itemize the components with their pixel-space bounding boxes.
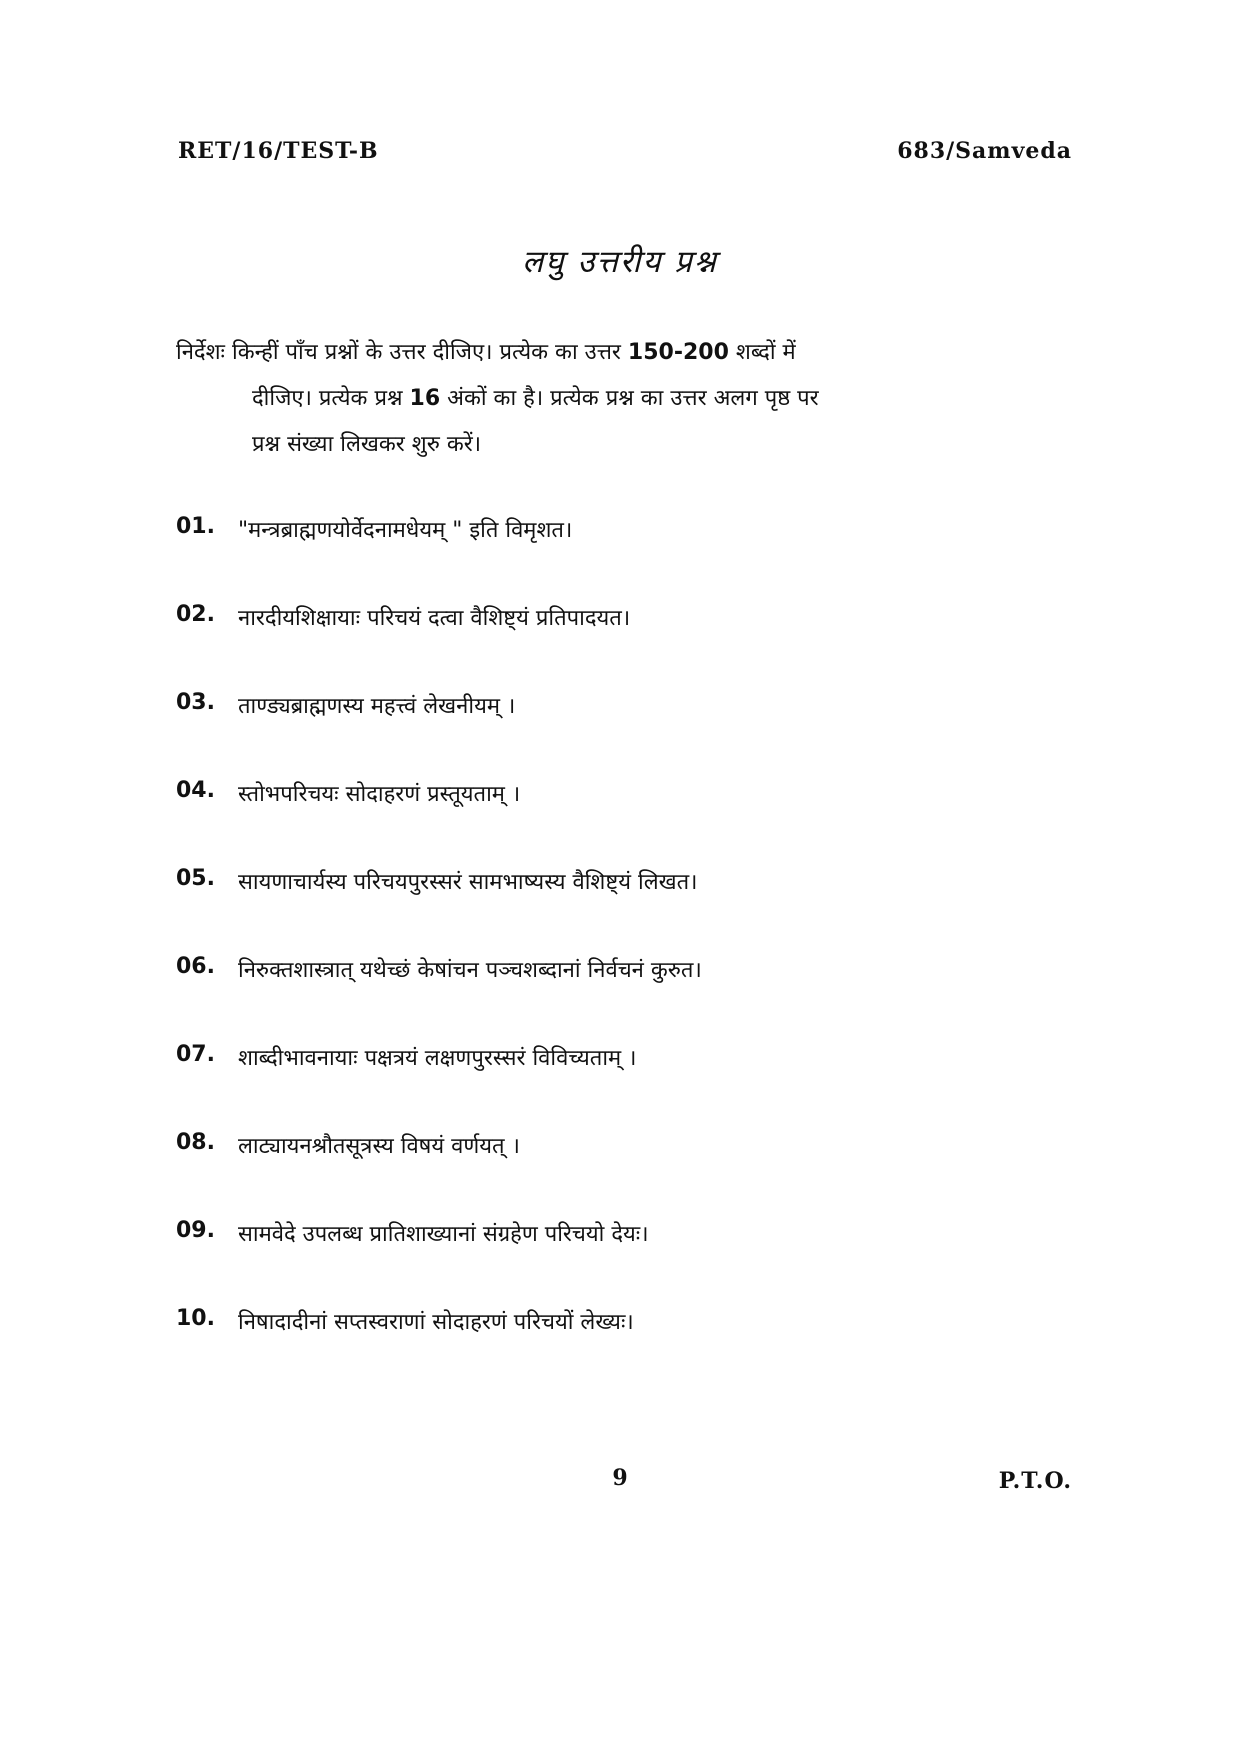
question-text: शाब्दीभावनायाः पक्षत्रयं लक्षणपुरस्सरं विविच्यताम् । xyxy=(238,1046,637,1071)
instructions-text-2a: दीजिए। प्रत्येक प्रश्न xyxy=(252,386,403,411)
question-text: "मन्त्रब्राह्मणयोर्वेदनामधेयम् " इति विमृशत। xyxy=(238,518,573,543)
question-text: लाट्यायनश्रौतसूत्रस्य विषयं वर्णयत् । xyxy=(238,1134,520,1159)
word-limit: 150-200 xyxy=(627,340,729,365)
question-number: 08. xyxy=(176,1130,215,1155)
question-number: 01. xyxy=(176,514,215,539)
instructions-line-1 xyxy=(176,330,1076,376)
subject-code: 683/Samveda xyxy=(897,138,1072,164)
question-number: 05. xyxy=(176,866,215,891)
instructions-line-3: प्रश्न संख्या लिखकर शुरु करें। xyxy=(252,432,482,457)
question-item xyxy=(176,690,1076,778)
question-number: 06. xyxy=(176,954,215,979)
question-item xyxy=(176,1130,1076,1218)
question-number: 04. xyxy=(176,778,215,803)
question-text: सामवेदे उपलब्ध प्रातिशाख्यानां संग्रहेण परिचयो देयः। xyxy=(238,1222,649,1247)
question-item xyxy=(176,778,1076,866)
section-title: लघु उत्तरीय प्रश्न xyxy=(522,244,718,280)
marks-per-question: 16 xyxy=(409,386,441,411)
question-text: निरुक्तशास्त्रात् यथेच्छं केषांचन पञ्चशब्दानां निर्वचनं कुरुत। xyxy=(238,958,702,983)
instructions-line-2 xyxy=(176,376,1076,422)
instructions-block xyxy=(176,330,1076,468)
question-item xyxy=(176,954,1076,1042)
question-item xyxy=(176,866,1076,954)
question-number: 10. xyxy=(176,1306,215,1331)
question-number: 03. xyxy=(176,690,215,715)
question-number: 09. xyxy=(176,1218,215,1243)
instructions-text-2b: अंकों का है। प्रत्येक प्रश्न का उत्तर अलग पृष्ठ पर xyxy=(447,386,819,411)
question-number: 02. xyxy=(176,602,215,627)
page-number: 9 xyxy=(612,1465,628,1491)
question-item xyxy=(176,1306,1076,1394)
question-text: निषादादीनां सप्तस्वराणां सोदाहरणं परिचयों लेख्यः। xyxy=(238,1310,634,1335)
question-item xyxy=(176,1042,1076,1130)
question-text: स्तोभपरिचयः सोदाहरणं प्रस्तूयताम् । xyxy=(238,782,521,807)
question-item xyxy=(176,602,1076,690)
paper-code: RET/16/TEST-B xyxy=(178,138,379,164)
question-item xyxy=(176,1218,1076,1306)
question-text: नारदीयशिक्षायाः परिचयं दत्वा वैशिष्ट्यं प्रतिपादयत। xyxy=(238,606,631,631)
question-list xyxy=(176,514,1076,1394)
question-number: 07. xyxy=(176,1042,215,1067)
instructions-text-1a: किन्हीं पाँच प्रश्नों के उत्तर दीजिए। प्रत्येक का उत्तर xyxy=(232,340,621,365)
instructions-label: निर्देशः xyxy=(176,340,225,365)
question-text: ताण्ड्यब्राह्मणस्य महत्त्वं लेखनीयम् । xyxy=(238,694,516,719)
instructions-text-1b: शब्दों में xyxy=(735,340,796,365)
question-item xyxy=(176,514,1076,602)
please-turn-over: P.T.O. xyxy=(998,1468,1072,1494)
question-text: सायणाचार्यस्य परिचयपुरस्सरं सामभाष्यस्य वैशिष्ट्यं लिखत। xyxy=(238,870,698,895)
